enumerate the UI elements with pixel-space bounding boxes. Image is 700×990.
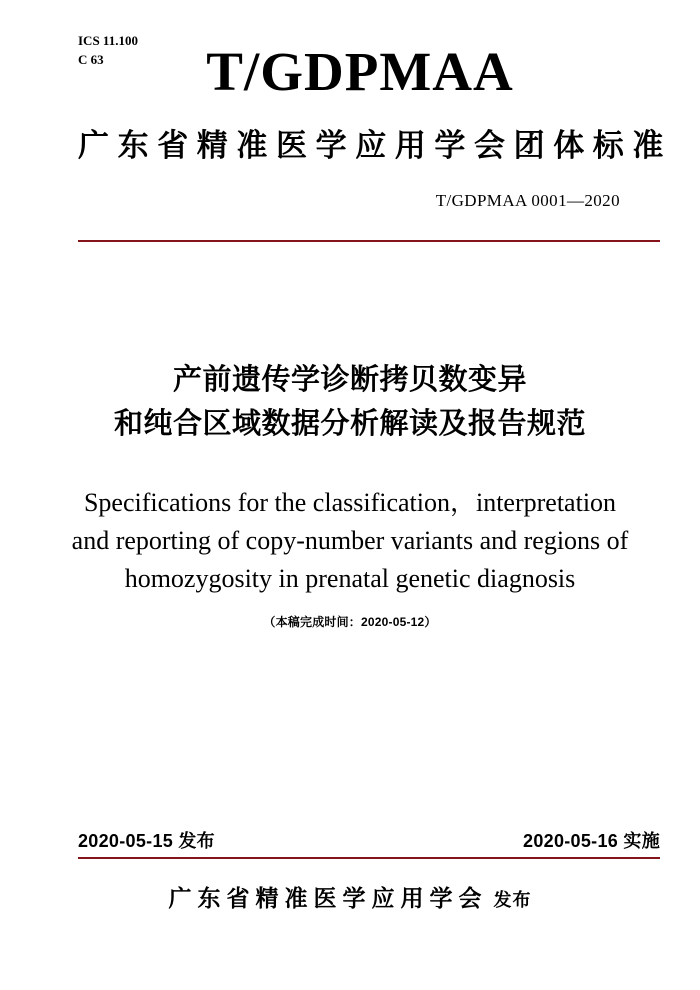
document-title-english-line-3: homozygosity in prenatal genetic diagnosis (124, 564, 576, 593)
publisher-line (0, 880, 700, 913)
standard-number: T/GDPMAA 0001—2020 (435, 191, 620, 210)
classification-code: C 63 (78, 52, 104, 67)
footer-divider-rule (78, 857, 660, 859)
draft-completion-note: （本稿完成时间：2020-05-12） (263, 615, 437, 629)
footer-dates (78, 829, 660, 855)
ics-code: ICS 11.100 (78, 33, 138, 48)
document-title-english-line-1: Specifications for the classification，interpretation (83, 488, 617, 517)
header-divider-rule (78, 240, 660, 242)
organization-acronym: T/GDPMAA (206, 41, 514, 102)
publisher-verb: 发布 (493, 890, 532, 910)
issue-date: 2020-05-15 发布 (78, 831, 215, 851)
implementation-date: 2020-05-16 实施 (523, 831, 660, 851)
document-title-english (30, 484, 670, 598)
document-title-chinese (0, 358, 700, 446)
document-title-chinese-line-1: 产前遗传学诊断拷贝数变异 (172, 364, 527, 396)
organization-name-chinese: 广东省精准医学应用学会团体标准 (78, 128, 672, 163)
publisher-name: 广东省精准医学应用学会 (168, 885, 488, 911)
document-title-chinese-line-2: 和纯合区域数据分析解读及报告规范 (113, 408, 586, 440)
document-title-english-line-2: and reporting of copy-number variants and regions of (71, 526, 629, 555)
